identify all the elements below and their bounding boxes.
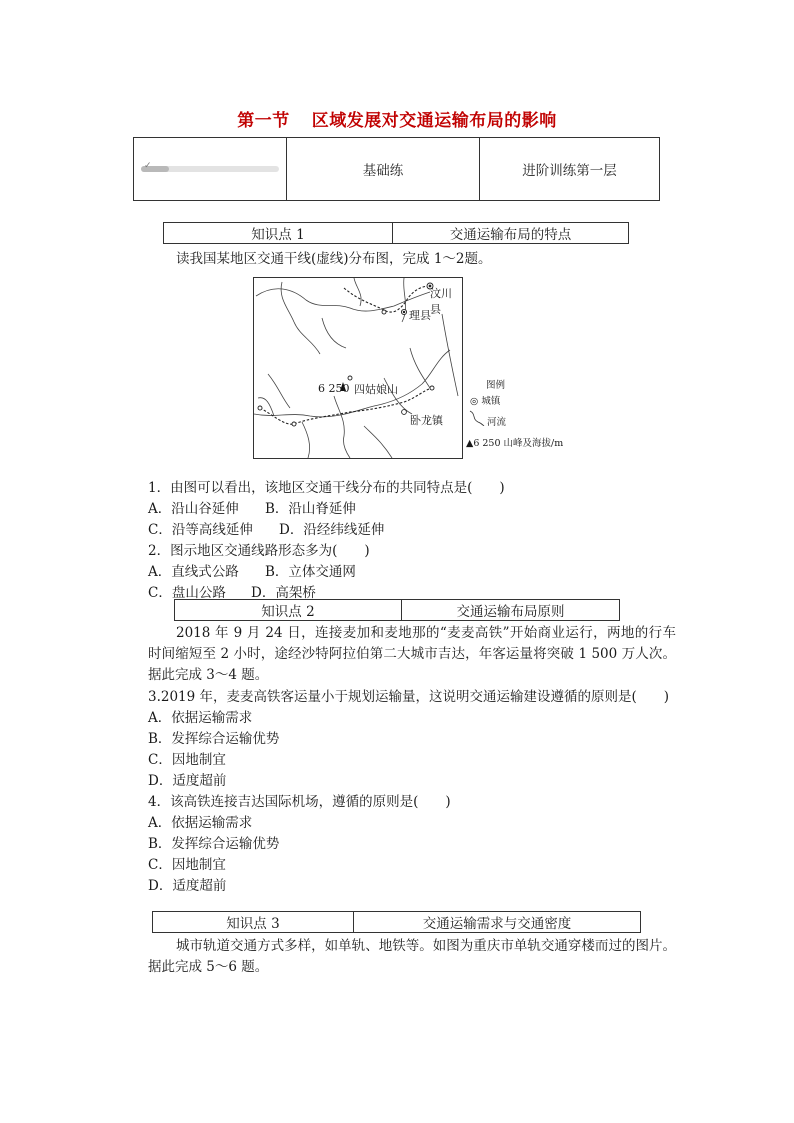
check-icon: ✓ — [144, 161, 152, 171]
passage-2: 2018 年 9 月 24 日，连接麦加和麦地那的“麦麦高铁”开始商业运行，两地的行车时间缩短至 2 小时，途经沙特阿拉伯第二大城市吉达，年客运量将突破 1 500 万人次。据此完成 3～4 题。 — [148, 625, 676, 683]
river-icon — [468, 410, 486, 426]
advanced-training-cell[interactable]: 进阶训练第一层 — [480, 138, 660, 201]
kp2-label: 知识点 2 — [175, 600, 402, 621]
q1-option-b[interactable]: B．沿山脊延伸 — [265, 501, 356, 517]
q4-option-b[interactable]: B．发挥综合运输优势 — [148, 836, 280, 852]
q3-option-a[interactable]: A．依据运输需求 — [148, 710, 253, 726]
legend-river: 河流 — [487, 417, 507, 428]
progress-cell — [134, 138, 287, 201]
section-number: 第一节 — [237, 111, 290, 131]
q1-option-d[interactable]: D．沿经纬线延伸 — [279, 522, 385, 538]
q2-option-a[interactable]: A．直线式公路 — [148, 564, 239, 580]
q3-stem: 3.2019 年，麦麦高铁客运量小于规划运输量，这说明交通运输建设遵循的原则是( ) — [148, 689, 670, 705]
legend-town — [470, 393, 500, 407]
q4-option-d[interactable]: D．适度超前 — [148, 878, 227, 894]
q3-option-b[interactable]: B．发挥综合运输优势 — [148, 731, 280, 747]
q1-stem: 1．由图可以看出，该地区交通干线分布的共同特点是( ) — [148, 480, 505, 496]
town-markers — [258, 283, 434, 426]
q4-option-a[interactable]: A．依据运输需求 — [148, 815, 253, 831]
rivers — [254, 278, 458, 458]
peak-legend-icon: ▲ — [466, 438, 474, 449]
map-label-wolong: 卧龙镇 — [410, 414, 443, 427]
passage-3: 城市轨道交通方式多样，如单轨、地铁等。如图为重庆市单轨交通穿楼而过的图片。据此完成 5～6 题。 — [148, 938, 676, 975]
q2-option-d[interactable]: D．高架桥 — [251, 585, 316, 601]
page-title — [0, 106, 794, 131]
q3-option-d[interactable]: D．适度超前 — [148, 773, 227, 789]
knowledge-point-1-bar — [163, 222, 629, 244]
map-label-peak-value: 6 250 — [318, 382, 350, 395]
q2-option-c[interactable]: C．盘山公路 — [148, 585, 226, 601]
kp3-label: 知识点 3 — [153, 912, 354, 933]
town-icon: ◎ — [470, 396, 479, 407]
q1-option-c[interactable]: C．沿等高线延伸 — [148, 522, 253, 538]
section-name: 区域发展对交通运输布局的影响 — [311, 111, 557, 131]
knowledge-point-3-bar — [152, 911, 641, 933]
header-table — [133, 137, 660, 201]
legend-peak-text: 6 250 山峰及海拔/m — [473, 438, 564, 449]
q4-stem: 4．该高铁连接吉达国际机场，遵循的原则是( ) — [148, 794, 451, 810]
legend-peak — [466, 435, 563, 449]
map-label-lixian: 理县 — [409, 309, 431, 322]
q2-stem: 2．图示地区交通线路形态多为( ) — [148, 543, 370, 559]
legend-town-text: 城镇 — [481, 396, 501, 407]
kp3-topic: 交通运输需求与交通密度 — [354, 912, 641, 933]
legend-title: 图例 — [486, 380, 506, 391]
q1-option-a[interactable]: A．沿山谷延伸 — [148, 501, 239, 517]
knowledge-point-2-bar — [174, 599, 620, 621]
transport-map — [253, 277, 463, 459]
basic-practice-cell[interactable]: 基础练 — [287, 138, 480, 201]
intro-1: 读我国某地区交通干线(虚线)分布图，完成 1～2题。 — [176, 251, 492, 267]
progress-bar — [141, 161, 279, 172]
map-label-siguniang: 四姑娘山 — [354, 383, 398, 396]
kp2-topic: 交通运输布局原则 — [402, 600, 620, 621]
q3-option-c[interactable]: C．因地制宜 — [148, 752, 226, 768]
q4-option-c[interactable]: C．因地制宜 — [148, 857, 226, 873]
kp1-topic: 交通运输布局的特点 — [393, 223, 629, 244]
q2-option-b[interactable]: B．立体交通网 — [265, 564, 356, 580]
kp1-label: 知识点 1 — [164, 223, 393, 244]
map-label-wenchuan: 汶川县 — [430, 287, 452, 316]
